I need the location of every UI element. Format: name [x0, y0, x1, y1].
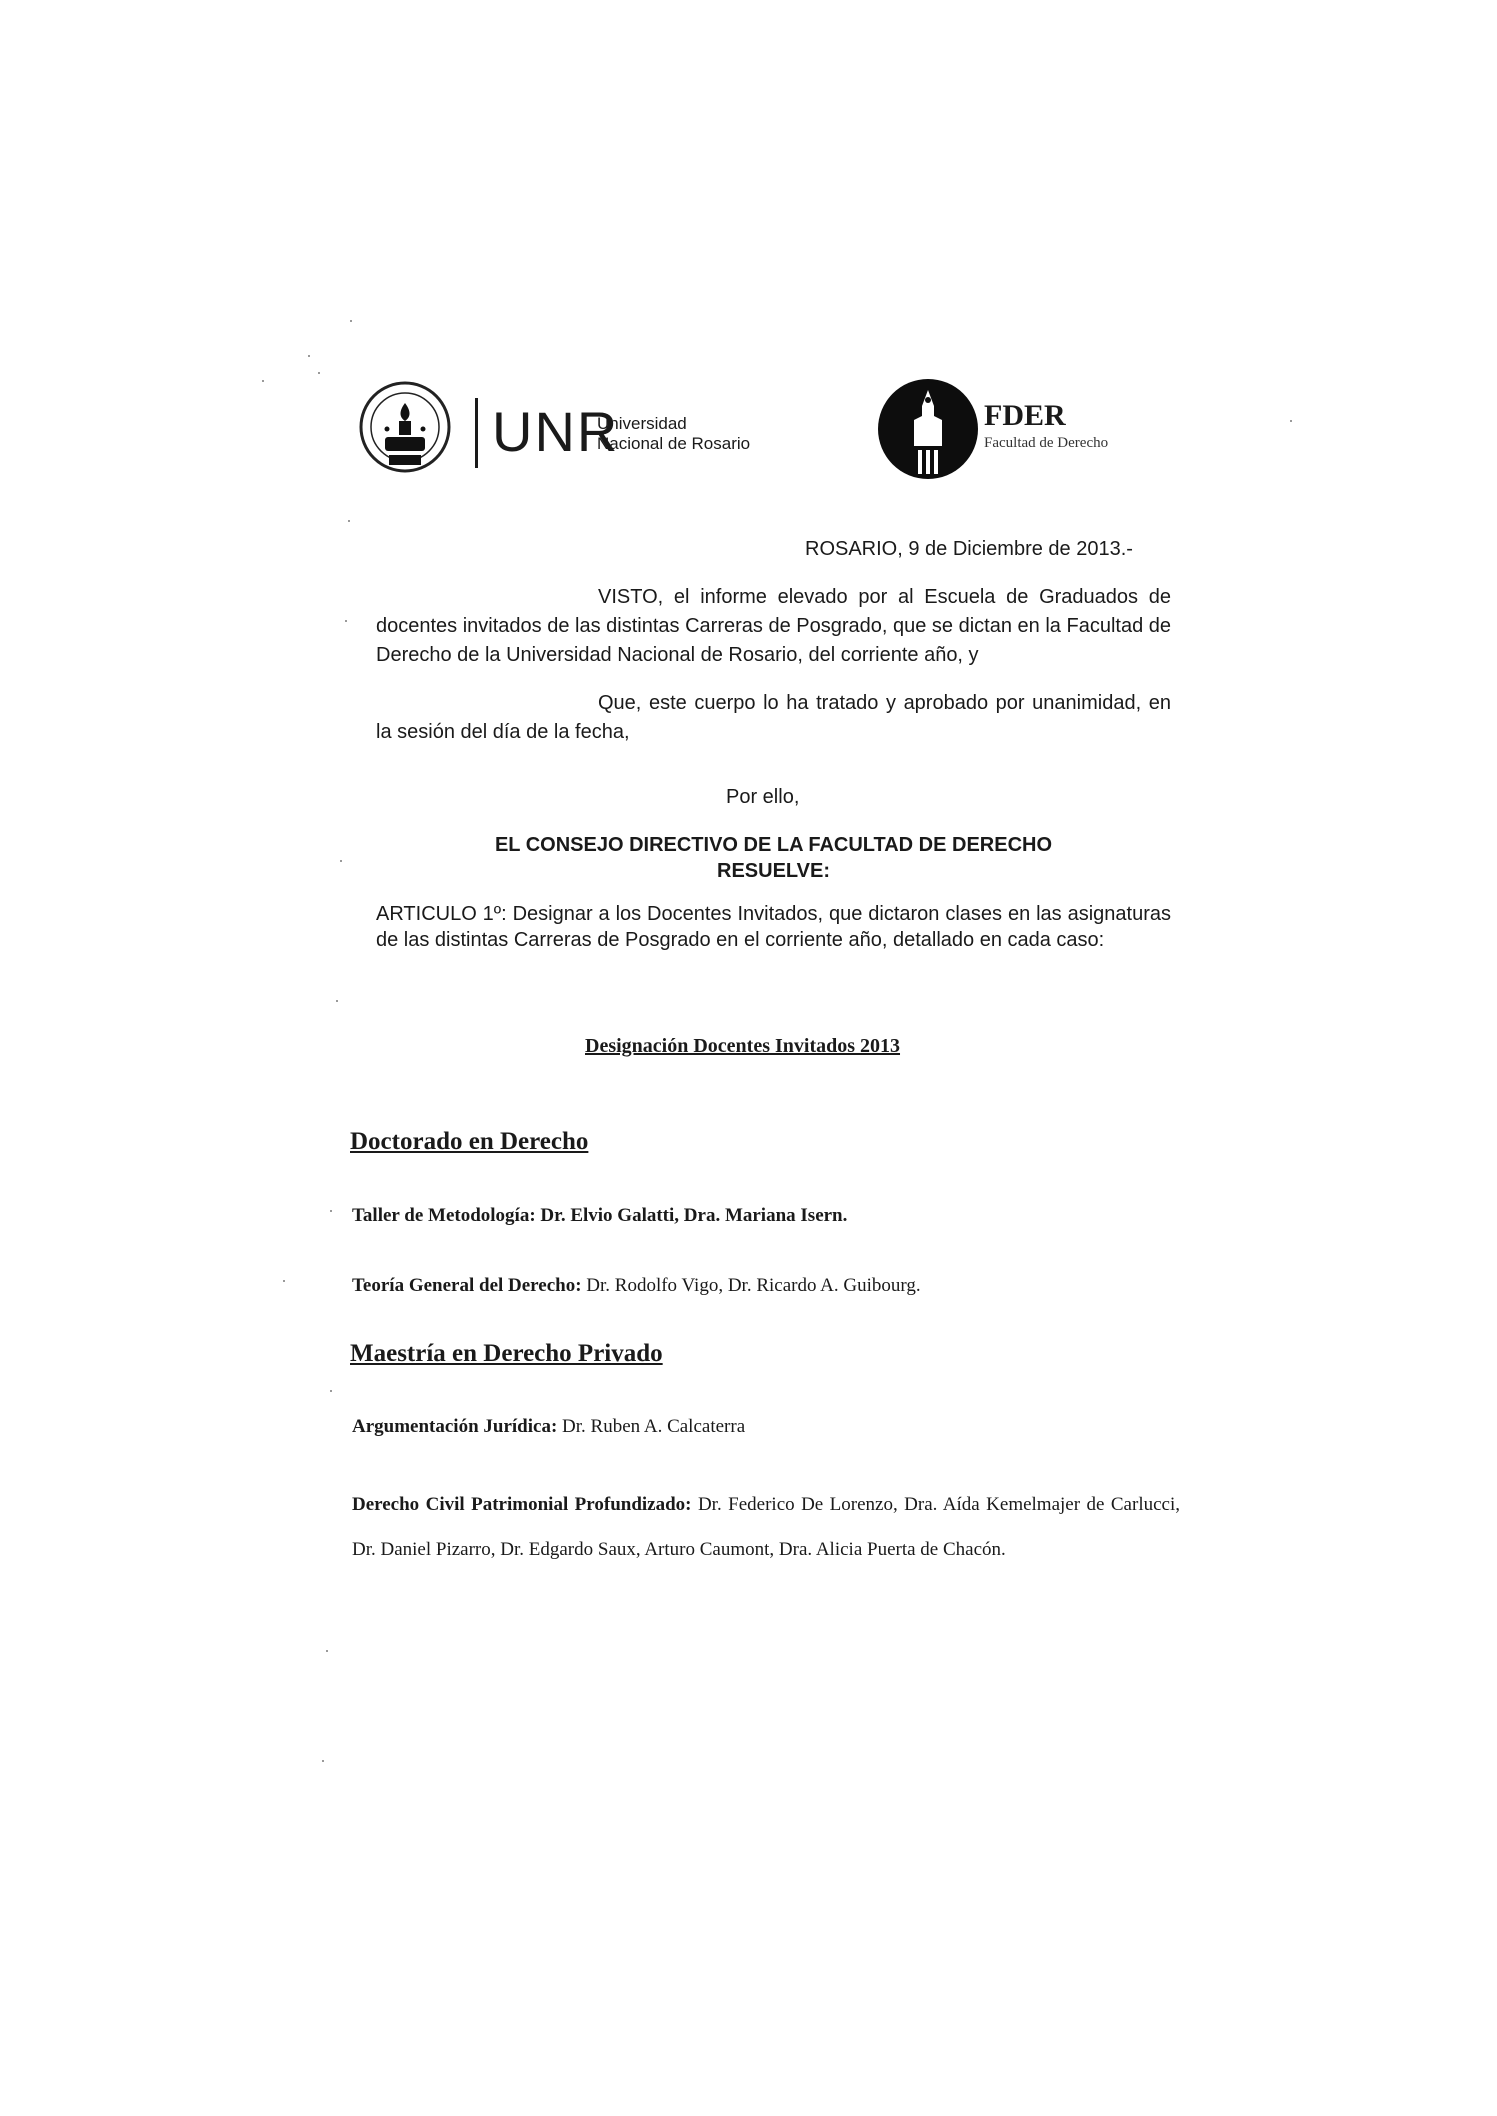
entry-teachers: Dr. Rodolfo Vigo, Dr. Ricardo A. Guibourg. [586, 1275, 921, 1296]
visto-paragraph [376, 583, 1171, 670]
scan-speck [1290, 420, 1292, 422]
entry-teachers: Dr. Federico De Lorenzo, Dra. Aída Kemelmajer de Carlucci, Dr. Daniel Pizarro, Dr. Edgardo Saux, Arturo Caumont, Dra. Alicia Puerta de Chacón. [352, 1494, 1180, 1560]
unr-name-line1: Universidad [597, 414, 687, 433]
entry-subject: Derecho Civil Patrimonial Profundizado: [352, 1494, 692, 1515]
que-text: Que, este cuerpo lo ha tratado y aprobado por unanimidad, en la sesión del día de la fecha, [376, 692, 1171, 743]
que-paragraph [376, 689, 1171, 747]
scan-speck [318, 372, 320, 374]
fder-emblem-logo [876, 376, 980, 482]
section-title-maestria: Maestría en Derecho Privado [350, 1340, 663, 1367]
entry-derecho-civil [352, 1482, 1180, 1572]
fder-abbreviation: FDER [984, 399, 1066, 432]
entry-subject: Taller de Metodología: [352, 1205, 536, 1226]
scan-speck [308, 355, 310, 357]
unr-seal-logo [355, 375, 455, 485]
visto-text: VISTO, el informe elevado por al Escuela de Graduados de docentes invitados de las distintas Carreras de Posgrado, que se dictan en la Facultad de Derecho de la Universidad Nacional de Rosario, del corriente año, y [376, 586, 1171, 666]
unr-name-line2: Nacional de Rosario [597, 434, 751, 453]
scan-speck [336, 1000, 338, 1002]
fder-full-name: Facultad de Derecho [984, 435, 1109, 451]
scan-speck [283, 1280, 285, 1282]
document-date: ROSARIO, 9 de Diciembre de 2013.- [805, 538, 1133, 560]
entry-teoria-general [352, 1274, 921, 1298]
consejo-heading [376, 832, 1171, 884]
entry-teachers: Dr. Ruben A. Calcaterra [562, 1416, 746, 1437]
section-title-doctorado: Doctorado en Derecho [350, 1128, 589, 1155]
scan-speck [348, 520, 350, 522]
scan-speck [350, 320, 352, 322]
scan-speck [330, 1390, 332, 1392]
entry-subject: Teoría General del Derecho: [352, 1275, 582, 1296]
unr-divider [475, 398, 478, 468]
scan-speck [262, 380, 264, 382]
unr-abbreviation: UNR [492, 400, 620, 463]
scan-speck [345, 620, 347, 622]
unr-full-name [597, 414, 750, 454]
scan-speck [330, 1210, 332, 1212]
por-ello-text: Por ello, [726, 786, 800, 808]
consejo-line1: EL CONSEJO DIRECTIVO DE LA FACULTAD DE DERECHO [494, 834, 1053, 856]
entry-argumentacion [352, 1415, 745, 1439]
designation-subtitle: Designación Docentes Invitados 2013 [585, 1035, 901, 1057]
entry-taller-metodologia [352, 1204, 847, 1228]
consejo-line2: RESUELVE: [717, 860, 830, 882]
entry-subject: Argumentación Jurídica: [352, 1416, 558, 1437]
scan-speck [322, 1760, 324, 1762]
scan-speck [340, 860, 342, 862]
articulo-1: ARTICULO 1º: Designar a los Docentes Invitados, que dictaron clases en las asignaturas de las distintas Carreras de Posgrado en el corriente año, detallado en cada caso: [376, 903, 1171, 951]
scan-speck [326, 1650, 328, 1652]
entry-teachers: Dr. Elvio Galatti, Dra. Mariana Isern. [540, 1205, 848, 1226]
